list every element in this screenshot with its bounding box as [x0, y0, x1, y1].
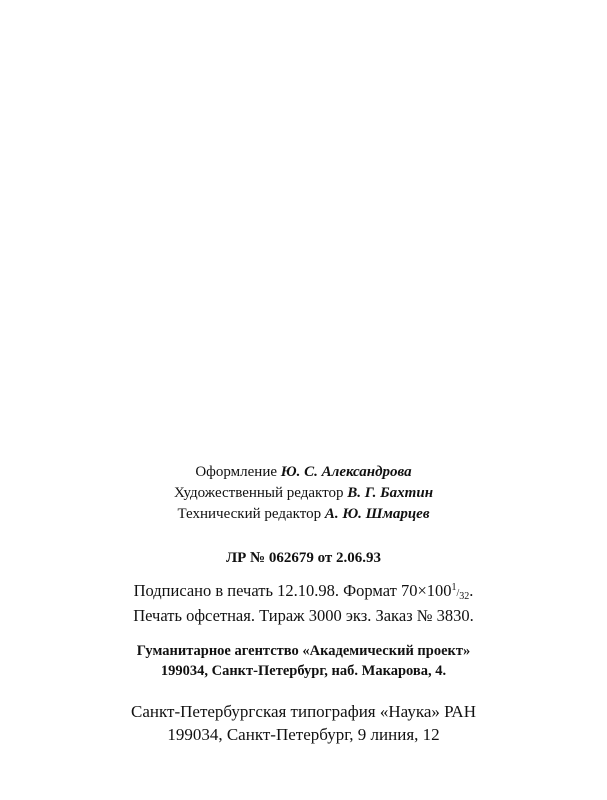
credit-design: [0, 462, 607, 483]
signed-to-print-line: [0, 580, 607, 605]
print-details-line: Печать офсетная. Тираж 3000 экз. Заказ № 3830.: [133, 606, 474, 625]
credits: [0, 462, 607, 525]
credit-name: А. Ю. Шмарцев: [324, 506, 430, 522]
printer-name: Санкт-Петербургская типография «Наука» РАН: [131, 702, 476, 721]
format-100: 100: [426, 581, 452, 600]
credit-name: Ю. С. Александрова: [280, 464, 412, 480]
print-info: [0, 580, 607, 627]
credit-role: Оформление: [195, 464, 278, 480]
printer-block: [0, 700, 607, 746]
credit-role: Художественный редактор: [173, 485, 344, 501]
signed-text: Подписано в печать 12.10.98. Формат 70: [133, 581, 418, 600]
publisher-block: [0, 641, 607, 681]
credit-role: Технический редактор: [177, 506, 322, 522]
printer-address: 199034, Санкт-Петербург, 9 линия, 12: [167, 725, 440, 744]
format-numerator: 1: [451, 582, 457, 593]
format-end: .: [469, 581, 474, 600]
format-slash: /: [456, 588, 460, 599]
publisher-address: 199034, Санкт-Петербург, наб. Макарова, 4.: [160, 663, 447, 679]
publisher-name: Гуманитарное агентство «Академический проект»: [136, 643, 471, 659]
imprint-block: [0, 462, 607, 746]
format-fraction: [452, 582, 470, 602]
format-denominator: 32: [459, 591, 470, 602]
credit-art-editor: [0, 483, 607, 504]
license-block: [0, 548, 607, 568]
credit-tech-editor: [0, 504, 607, 525]
format-times: ×: [417, 581, 427, 600]
license-number: ЛР № 062679 от 2.06.93: [225, 550, 382, 566]
credit-name: В. Г. Бахтин: [347, 485, 434, 501]
